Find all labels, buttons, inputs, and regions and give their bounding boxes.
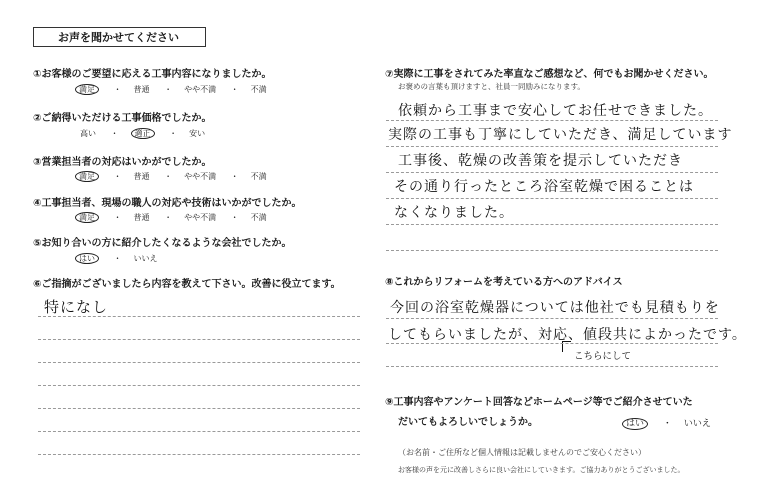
answer-line: [38, 362, 360, 363]
question-2: ②ご納得いただける工事価格でしたか。: [33, 113, 212, 124]
q7-answer-line-1: 依頼から工事まで安心してお任せできました。: [398, 103, 713, 119]
q2-option-cheap[interactable]: 安い: [189, 129, 206, 138]
q7-answer-line-4: その通り行ったところ浴室乾燥で困ることは: [394, 179, 694, 195]
answer-line: [386, 146, 718, 147]
answer-line: [386, 318, 718, 319]
q1-option-satisfied[interactable]: 満足: [75, 84, 99, 95]
q4-option-normal[interactable]: 普通: [133, 213, 150, 222]
question-6: ⑥ご指摘がございましたら内容を教えて下さい。改善に役立てます。: [33, 279, 341, 290]
q7-answer-line-5: なくなりました。: [394, 205, 514, 221]
answer-line: [38, 316, 360, 317]
q3-option-dissatisfied[interactable]: 不満: [250, 172, 267, 181]
closing-note: お客様の声を元に改善しさらに良い会社にしていきます。ご協力ありがとうございました。: [398, 466, 685, 474]
q4-option-dissatisfied[interactable]: 不満: [250, 213, 267, 222]
question-4-options: 満足 ・ 普通 ・ やや不満 ・ 不満: [75, 212, 279, 223]
q5-option-no[interactable]: いいえ: [133, 254, 158, 263]
q1-option-dissatisfied[interactable]: 不満: [250, 85, 267, 94]
q4-option-slightly-dissatisfied[interactable]: やや不満: [184, 213, 217, 222]
question-9-line-1: ⑨工事内容やアンケート回答などホームページ等でご紹介させていた: [385, 397, 693, 408]
answer-line: [386, 224, 718, 225]
question-7-note: お褒めの言葉も頂けますと、社員一同励みになります。: [398, 82, 585, 91]
answer-line: [38, 339, 360, 340]
q8-insert-text: こちらにして: [574, 351, 632, 362]
q1-option-slightly-dissatisfied[interactable]: やや不満: [184, 85, 217, 94]
q3-option-slightly-dissatisfied[interactable]: やや不満: [184, 172, 217, 181]
q4-option-satisfied[interactable]: 満足: [75, 212, 99, 223]
q2-option-fair[interactable]: 適正: [131, 128, 155, 139]
answer-line: [38, 431, 360, 432]
answer-line: [386, 172, 718, 173]
q9-option-no[interactable]: いいえ: [683, 419, 711, 429]
question-1: ①お客様のご要望に応える工事内容になりましたか。: [33, 69, 272, 80]
q7-answer-line-2: 実際の工事も丁寧にしていただき、満足しています: [388, 127, 733, 143]
question-5-options: はい ・ いいえ: [75, 253, 170, 264]
question-2-options: 高い ・ 適正 ・ 安い: [80, 129, 206, 138]
q9-option-yes[interactable]: はい: [622, 418, 648, 430]
q3-option-satisfied[interactable]: 満足: [75, 171, 99, 182]
question-7: ⑦実際に工事をされてみた率直なご感想など、何でもお聞かせください。: [385, 69, 714, 80]
q8-answer-line-1: 今回の浴室乾燥器については他社でも見積もりを: [390, 300, 720, 316]
question-9-line-2: だいてもよろしいでしょうか。: [398, 417, 538, 428]
question-3-options: 満足 ・ 普通 ・ やや不満 ・ 不満: [75, 171, 279, 182]
q5-option-yes[interactable]: はい: [75, 253, 99, 264]
question-4: ④工事担当者、現場の職人の対応や技術はいかがでしたか。: [33, 198, 302, 209]
q7-answer-line-3: 工事後、乾燥の改善策を提示していただき: [398, 153, 683, 169]
q3-option-normal[interactable]: 普通: [133, 172, 150, 181]
page-header: お声を聞かせてください: [33, 27, 206, 47]
question-9-options: はい ・ いいえ: [622, 416, 723, 429]
q8-answer-line-2: してもらいましたが、対応、値段共によかったです。: [388, 327, 747, 343]
answer-line: [386, 250, 718, 251]
question-5: ⑤お知り合いの方に紹介したくなるような会社でしたか。: [33, 238, 292, 249]
question-3: ③営業担当者の対応はいかがでしたか。: [33, 157, 212, 168]
privacy-note: （お名前・ご住所など個人情報は記載しませんのでご安心ください）: [398, 448, 646, 457]
answer-line: [386, 120, 718, 121]
q1-option-normal[interactable]: 普通: [133, 85, 150, 94]
question-8: ⑧これからリフォームを考えている方へのアドバイス: [385, 277, 623, 288]
answer-line: [38, 454, 360, 455]
answer-line: [386, 343, 718, 344]
answer-line: [38, 408, 360, 409]
q2-option-high[interactable]: 高い: [80, 129, 96, 138]
answer-line: [386, 198, 718, 199]
question-1-options: 満足 ・ 普通 ・ やや不満 ・ 不満: [75, 84, 279, 95]
q6-answer: 特になし: [44, 298, 109, 316]
answer-line: [386, 366, 718, 367]
answer-line: [38, 385, 360, 386]
